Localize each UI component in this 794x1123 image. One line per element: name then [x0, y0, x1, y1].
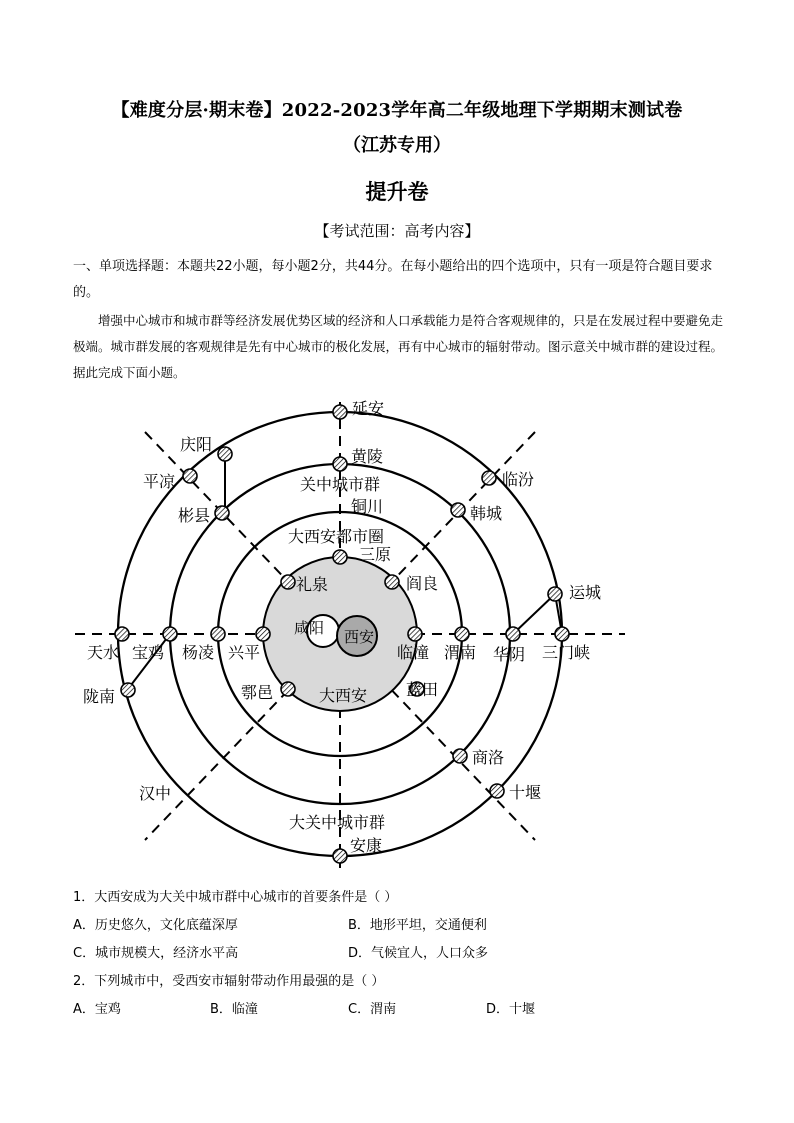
label-pingliang: 平凉 [143, 472, 176, 491]
label-core: 大西安 [319, 686, 368, 705]
exam-scope: 【考试范围：高考内容】 [314, 222, 480, 240]
label-tianshui: 天水 [87, 643, 120, 662]
label-weinan: 渭南 [444, 643, 477, 662]
exam-subtitle: （江苏专用） [343, 135, 451, 156]
question-1-option-c: C．城市规模大，经济水平高 [73, 946, 239, 961]
label-baoji: 宝鸡 [132, 643, 165, 662]
question-2-option-d: D．十堰 [486, 1002, 536, 1017]
question-2-option-c: C．渭南 [348, 1002, 397, 1017]
label-huangling: 黄陵 [351, 447, 384, 466]
label-ankang: 安康 [350, 836, 383, 855]
label-xianyang: 咸阳 [294, 619, 325, 637]
label-binxian: 彬县 [178, 506, 211, 525]
label-xingping: 兴平 [228, 643, 261, 662]
label-shangluo: 商洛 [472, 748, 505, 767]
label-tongchuan: 铜川 [351, 497, 384, 516]
label-hancheng: 韩城 [470, 504, 503, 523]
label-yanliang: 阎良 [406, 574, 439, 593]
label-outer-ring: 大关中城市群 [289, 813, 386, 832]
city-cluster-map [70, 390, 630, 870]
label-sanmenxia: 三门峡 [542, 643, 591, 662]
label-lintong: 临潼 [397, 643, 430, 662]
question-1-stem: 1．大西安成为大关中城市群中心城市的首要条件是（ ） [73, 890, 398, 905]
label-qingyang: 庆阳 [180, 435, 213, 454]
exam-level: 提升卷 [365, 179, 429, 204]
question-2-stem: 2．下列城市中，受西安市辐射带动作用最强的是（ ） [73, 974, 385, 989]
question-1-option-b: B．地形平坦，交通便利 [348, 918, 487, 933]
label-sanyuan: 三原 [359, 545, 392, 564]
question-2-option-a: A．宝鸡 [73, 1002, 121, 1017]
label-yuncheng: 运城 [569, 583, 602, 602]
reading-passage: 增强中心城市和城市群等经济发展优势区域的经济和人口承载能力是符合客观规律的，只是在发展过程中要避免走极端。城市群发展的客观规律是先有中心城市的极化发展，再有中心城市的辐射带动。图示意关中城市群的建设过程。据此完成下面小题。 [73, 313, 724, 380]
label-hanzhong: 汉中 [139, 784, 172, 803]
question-1-option-d: D．气候宜人，人口众多 [348, 946, 489, 961]
question-1-option-a: A．历史悠久，文化底蕴深厚 [73, 918, 238, 933]
label-liquan: 礼泉 [296, 575, 329, 594]
section-instructions: 一、单项选择题：本题共22小题，每小题2分，共44分。在每小题给出的四个选项中，只有一项是符合题目要求的。 [73, 259, 713, 300]
exam-title: 【难度分层·期末卷】2022-2023学年高二年级地理下学期期末测试卷 [111, 100, 683, 121]
label-linfen: 临汾 [502, 470, 535, 489]
label-yanan: 延安 [352, 399, 385, 418]
label-inner-ring: 大西安都市圈 [288, 527, 385, 546]
label-longnan: 陇南 [83, 687, 116, 706]
label-huayin: 华阴 [493, 645, 526, 664]
label-middle-ring: 关中城市群 [300, 475, 381, 494]
label-xian: 西安 [344, 628, 375, 646]
label-lantian: 蓝田 [406, 680, 439, 699]
label-yangling: 杨凌 [182, 643, 215, 662]
label-shiyan: 十堰 [509, 783, 542, 802]
label-huxian: 鄠邑 [241, 683, 274, 702]
question-2-option-b: B．临潼 [210, 1002, 258, 1017]
